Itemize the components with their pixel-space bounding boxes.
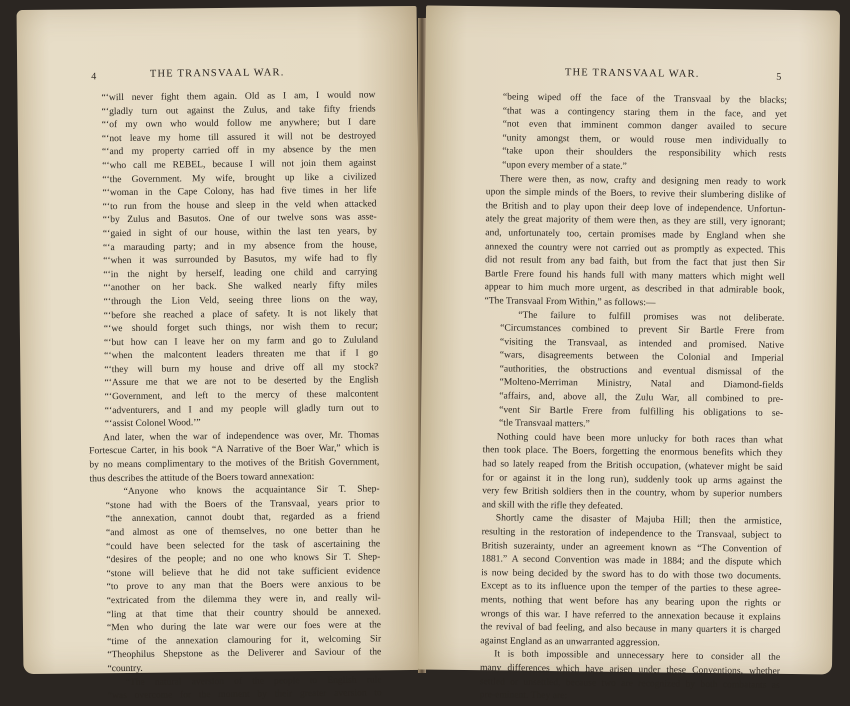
text-line: “The natural aversion of the people to English rule (125, 673, 382, 688)
right-page (418, 5, 840, 702)
text-line: British suzerainty, under an agreement known as “The Convention of (481, 539, 782, 555)
text-line: then took place. The Boers, forgetting the enormous benefits which they (482, 444, 783, 460)
text-line: “The Transvaal From Within,” as follows:— (484, 295, 656, 309)
text-line: There were then, as now, crafty and designing men ready to work (499, 172, 787, 188)
text-line: “‘the Government. My wife, brought up like a civilized (102, 170, 377, 185)
text-line: and skill with the rifle they defeated. (481, 499, 623, 512)
text-line: “‘through the Lion Veld, seeing three lions on the way, (103, 293, 378, 308)
text-line: and, unfortunately too, certain promises made by England when she (485, 227, 786, 242)
text-line: “‘Government, and left to the mercy of these malcontent (104, 388, 379, 403)
text-line: “‘Assure me that we are not to be deserted by the English (104, 374, 379, 389)
text-line: “tle Transvaal matters.” (498, 417, 590, 430)
text-line: against England as an unwarranted aggression. (480, 634, 660, 649)
text-line: “‘in the night by herself, leading one child and carrying (103, 266, 378, 280)
text-line: “wars, disagreements between the Colonial and Imperial (499, 349, 784, 365)
text-line: “being wiped off the face of the Transvaal by the blacks; (502, 91, 788, 106)
text-line: “‘another on her back. She walked nearly fifty miles (103, 279, 378, 294)
text-line: had so lately reaped from the British occupation, (whatever might be said (482, 458, 783, 473)
text-line: “‘we should forget such things, nor wish them to recur; (103, 320, 378, 335)
text-line: annexed the country were not carried out as promptly as expected. This (485, 240, 786, 256)
text-line: very few British soldiers then in the country, whom by superior numbers (482, 485, 783, 501)
text-line: “‘to run from the house and sleep in the veld when attacked (102, 198, 377, 212)
text-line: And later, when the war of independence was over, Mr. Thomas (102, 429, 380, 444)
page-number: 5 (776, 71, 782, 83)
text-line: “‘gaied in sight of our house, within the last ten years, by (102, 225, 377, 240)
text-line: thus describes the attitude of the Boers toward annexation: (89, 470, 315, 484)
text-line: “could have been selected for the task of ascertaining the (106, 537, 381, 552)
text-line: “‘but how can I leave her on my farm and go to Zululand (103, 334, 379, 348)
text-line: “and almost as one of themselves, no one better than he (105, 524, 381, 539)
text-line: “Theophilus Shepstone as the Deliverer and Saviour of the (107, 646, 382, 661)
text-line: “not even that imminent common danger availed to secure (502, 118, 787, 134)
text-line: “‘a marauding party; and in my absence from the house, (102, 238, 378, 253)
text-line: for or against it in the long run), suddenly took up arms against the (482, 471, 783, 487)
text-line: “‘and my property carried off in my absence by the men (101, 143, 377, 158)
text-line: Fortescue Carter, in his book “A Narrative of the Boer War,” which is (89, 442, 380, 457)
text-line: “was overcome for the moment by their greater aversion to (107, 687, 382, 702)
text-line: “desires of the people; and no one who knows Sir T. Shep- (106, 551, 381, 566)
text-line: did not result from any bad faith, but from the fact that just then Sir (484, 254, 786, 270)
text-line: “‘before she reached a place of safety. It is not likely that (103, 306, 378, 321)
text-line: “‘woman in the Cape Colony, has had five times in her life (102, 184, 377, 199)
text-line: “‘adventurers, and I and my people will gladly turn out to (104, 401, 379, 416)
text-line: the revival of bad feeling, and also because in many quarters it is charged (480, 621, 781, 637)
text-line: Nothing could have been more unlucky for both races than what (496, 431, 783, 446)
text-line: ments, nothing that went before has any bearing upon the rights or (480, 594, 781, 609)
text-line: “stone will believe that he did not take sufficient evidence (106, 565, 381, 579)
text-line: “Men who during the late war were our foes were at the (106, 619, 382, 634)
text-line: “‘when the malcontent leaders threaten me that if I go (104, 347, 379, 362)
text-line: “‘assist Colonel Wood.’” (104, 417, 201, 430)
text-line: “unity amongst them, or would rouse men individually to (502, 132, 787, 147)
text-line: “Circumstances combined to prevent Sir Bartle Frere from (500, 322, 785, 337)
text-line: “The failure to fulfill promises was not deliberate. (518, 309, 785, 324)
text-line: “‘gladly turn out against the Zulus, and take fifty friends (101, 102, 376, 117)
text-line: It is both impossible and unnecessary here to consider all the (494, 648, 781, 664)
text-line: “visiting the Transvaal, as intended and promised. Native (499, 336, 785, 351)
text-line: Bartle Frere found his hands full with many matters which might well (484, 267, 785, 283)
text-line: “affairs, and, above all, the Zulu War, all combined to pre- (499, 390, 784, 405)
page-body-text (480, 90, 787, 705)
text-line: “‘of my own who would follow me anywhere; but I dare (101, 116, 376, 131)
text-line: many differences which have arisen under these Conventions, whether (479, 662, 781, 677)
text-line: 1881.” A second Convention was made in 1884; and the dispute which (481, 553, 782, 569)
text-line: Shortly came the disaster of Majuba Hill; then the armistice, (495, 512, 782, 528)
text-line: is now being decided by the sword has to do with those two documents. (481, 566, 782, 582)
text-line: “vent Sir Bartle Frere from fulfilling his obligations to se- (499, 404, 784, 419)
text-line: “stone had with the Boers of the Transvaal, years prior to (105, 497, 380, 512)
book-spread (10, 8, 840, 702)
text-line: “extricated from the dilemma they were in, and really wil- (106, 592, 381, 607)
text-line: appear to him much more urgent, as described in that admirable book, (484, 281, 785, 297)
text-line: Except as to its influence upon the temper of the parties to these agree- (480, 580, 782, 596)
text-line: “to prove to any man that the Boers were anxious to be (106, 578, 381, 593)
text-line: “‘they will burn my house and drive off all my stock? (104, 361, 379, 376)
text-line: “the annexation, cannot doubt that, regarded as a friend (105, 510, 380, 525)
text-line: “‘when it was surrounded by Basutos, my wife had to fly (103, 252, 378, 267)
text-line: “Anyone who knows the acquaintance Sir T. Shep- (123, 483, 380, 498)
text-line: ately the great majority of them were then, as they are still, very ignorant; (485, 213, 786, 229)
text-line: “‘by Zulus and Basutos. One of our twelve sons was asse- (102, 211, 377, 226)
text-line: “‘will never fight them again. Old as I am, I would now (101, 89, 376, 104)
left-page (17, 6, 424, 702)
text-line: “take upon their shoulders the responsibility which rests (502, 145, 787, 161)
running-head: THE TRANSVAAL WAR. (149, 67, 285, 80)
text-line: “that was a contingency staring them in the face, and yet (502, 105, 787, 120)
text-line: “country. (107, 662, 143, 675)
text-line: settled or unsettled, because two are recognized by both combatants as (479, 675, 780, 691)
text-line: “Molteno-Merriman Ministry, Natal and Diamond-fields (499, 376, 784, 392)
text-line: “ling at that time that their country should be annexed. (106, 605, 381, 620)
text-line: pre-eminent. They are: (479, 689, 568, 702)
page-body-text (85, 88, 381, 703)
text-line: “upon every member of a state.” (502, 159, 627, 172)
running-head: THE TRANSVAAL WAR. (564, 67, 700, 80)
text-line: resulting in the restoration of independence to the Transvaal, subject to (481, 526, 782, 541)
text-line: by no means complimentary to the motives of the British Government, (89, 456, 380, 471)
text-line: the British and to play upon their deep love of independence. Unfortun- (485, 199, 786, 215)
text-line: “authorities, the obstructions and eventual dismissal of the (499, 363, 784, 378)
text-line: wrongs of this war. I have referred to the annexation because it explains (480, 607, 781, 623)
page-number: 4 (91, 71, 97, 83)
text-line: “time of the annexation clamouring for it, welcoming Sir (107, 633, 382, 647)
text-line: “‘not leave my home till assured it will not be destroyed (101, 130, 376, 145)
text-line: upon the simple minds of the Boers, to revive their slumbering dislike of (485, 186, 786, 202)
text-line: “‘who call me REBEL, because I will not join them against (102, 157, 377, 172)
